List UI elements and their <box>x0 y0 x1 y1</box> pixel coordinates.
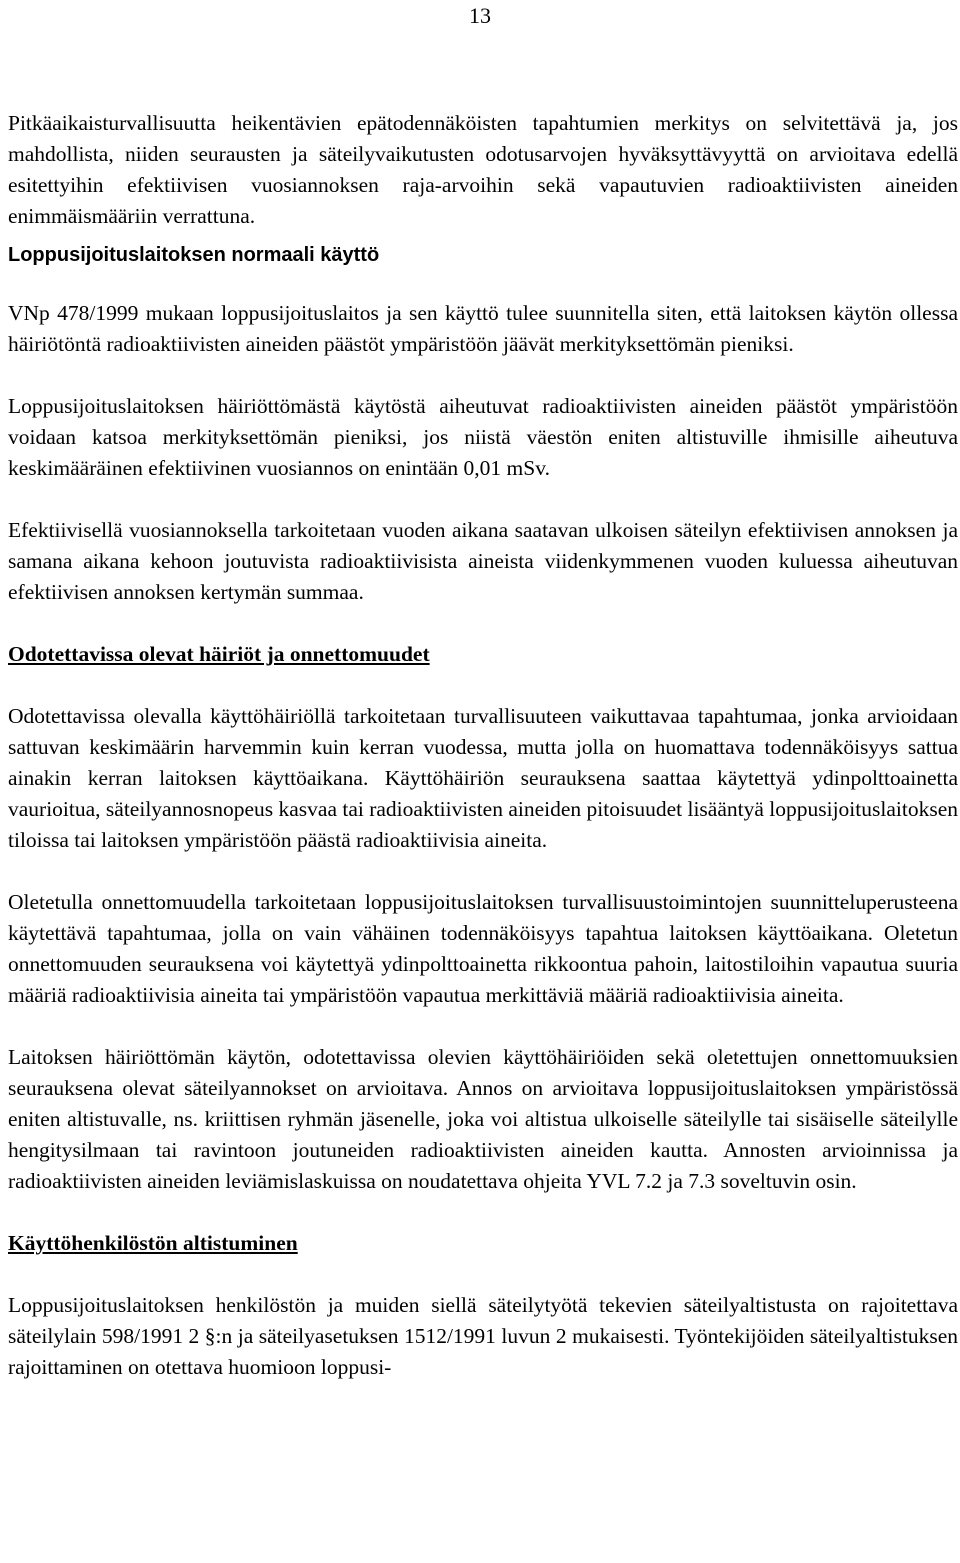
paragraph-vnp-requirement: VNp 478/1999 mukaan loppusijoituslaitos ja sen käyttö tulee suunnitella siten, että laitoksen käytön ollessa häiriötöntä radioaktiivisten aineiden päästöt ympäristöön jäävät merkityksettömän pieniksi. <box>8 301 958 356</box>
paragraph-long-term-safety: Pitkäaikaisturvallisuutta heikentävien epätodennäköisten tapahtumien merkitys on selvitettävä ja, jos mahdollista, niiden seurausten ja säteilyvaikutusten odotusarvojen hyväksyttävyyttä on arvioitava edellä esitettyihin efektiivisen vuosiannoksen raja-arvoihin sekä vapautuvien radioaktiivisten aineiden enimmäismääriin verrattuna. <box>8 111 958 228</box>
paragraph-personnel-exposure: Loppusijoituslaitoksen henkilöstön ja muiden siellä säteilytyötä tekevien säteilyaltistusta on rajoitettava säteilylain 598/1991 2 §:n ja säteilyasetuksen 1512/1991 luvun 2 mukaisesti. Työntekijöiden säteilyaltistuksen rajoittaminen on otettava huomioon loppusi- <box>8 1293 958 1379</box>
paragraph-postulated-accidents: Oletetulla onnettomuudella tarkoitetaan loppusijoituslaitoksen turvallisuustoimintojen suunnitteluperusteena käytettävä tapahtumaa, jolla on vain vähäinen todennäköisyys tapahtua laitoksen käyttöaikana. Oletetun onnettomuuden seurauksena voi käytettyä ydinpolttoainetta rikkoontua pahoin, laitostiloihin vapautua suuria määriä radioaktiivisia aineita tai ympäristöön vapautua merkittäviä määriä radioaktiivisia aineita. <box>8 890 958 1007</box>
paragraph-release-limits: Loppusijoituslaitoksen häiriöttömästä käytöstä aiheutuvat radioaktiivisten aineiden päästöt ympäristöön voidaan katsoa merkityksettömän pieniksi, jos niistä väestön eniten altistuville ihmisille aiheutuva keskimääräinen efektiivinen vuosiannos on enintään 0,01 mSv. <box>8 394 958 480</box>
paragraph-effective-dose-definition: Efektiivisellä vuosiannoksella tarkoitetaan vuoden aikana saatavan ulkoisen säteilyn efektiivisen annoksen ja samana aikana kehoon joutuvista radioaktiivisista aineista viidenkymmenen vuoden kuluessa aiheutuvan efektiivisen annoksen kertymän summaa. <box>8 518 958 604</box>
paragraph-operational-incidents: Odotettavissa olevalla käyttöhäiriöllä tarkoitetaan turvallisuuteen vaikuttavaa tapahtumaa, jonka arvioidaan sattuvan keskimäärin harvemmin kuin kerran vuodessa, mutta jolla on huomattava todennäköisyys sattua ainakin kerran laitoksen käyttöaikana. Käyttöhäiriön seurauksena saattaa käytettyä ydinpolttoainetta vaurioitua, säteilyannosnopeus kasvaa tai radioaktiivisten aineiden pitoisuudet lisääntyä loppusijoituslaitoksen tiloissa tai laitoksen ympäristöön päästä radioaktiivisia aineita. <box>8 704 958 852</box>
heading-normal-operation: Loppusijoituslaitoksen normaali käyttö <box>8 244 380 266</box>
paragraph-dose-assessment: Laitoksen häiriöttömän käytön, odotettavissa olevien käyttöhäiriöiden sekä oletettujen onnettomuuksien seurauksena olevat säteilyannokset on arvioitava. Annos on arvioitava loppusijoituslaitoksen ympäristössä eniten altistuvalle, ns. kriittisen ryhmän jäsenelle, joka voi altistua ulkoiselle säteilylle tai sisäiselle säteilylle hengitysilmaan tai ravintoon joutuneiden radioaktiivisten aineiden kautta. Annosten arvioinnissa ja radioaktiivisten aineiden leviämislaskuissa on noudatettava ohjeita YVL 7.2 ja 7.3 soveltuvin osin. <box>8 1045 958 1193</box>
heading-personnel-exposure: Käyttöhenkilöstön altistuminen <box>8 1231 298 1255</box>
heading-expected-incidents: Odotettavissa olevat häiriöt ja onnettomuudet <box>8 642 430 666</box>
page-number: 13 <box>469 3 491 28</box>
document-body <box>8 108 958 1383</box>
